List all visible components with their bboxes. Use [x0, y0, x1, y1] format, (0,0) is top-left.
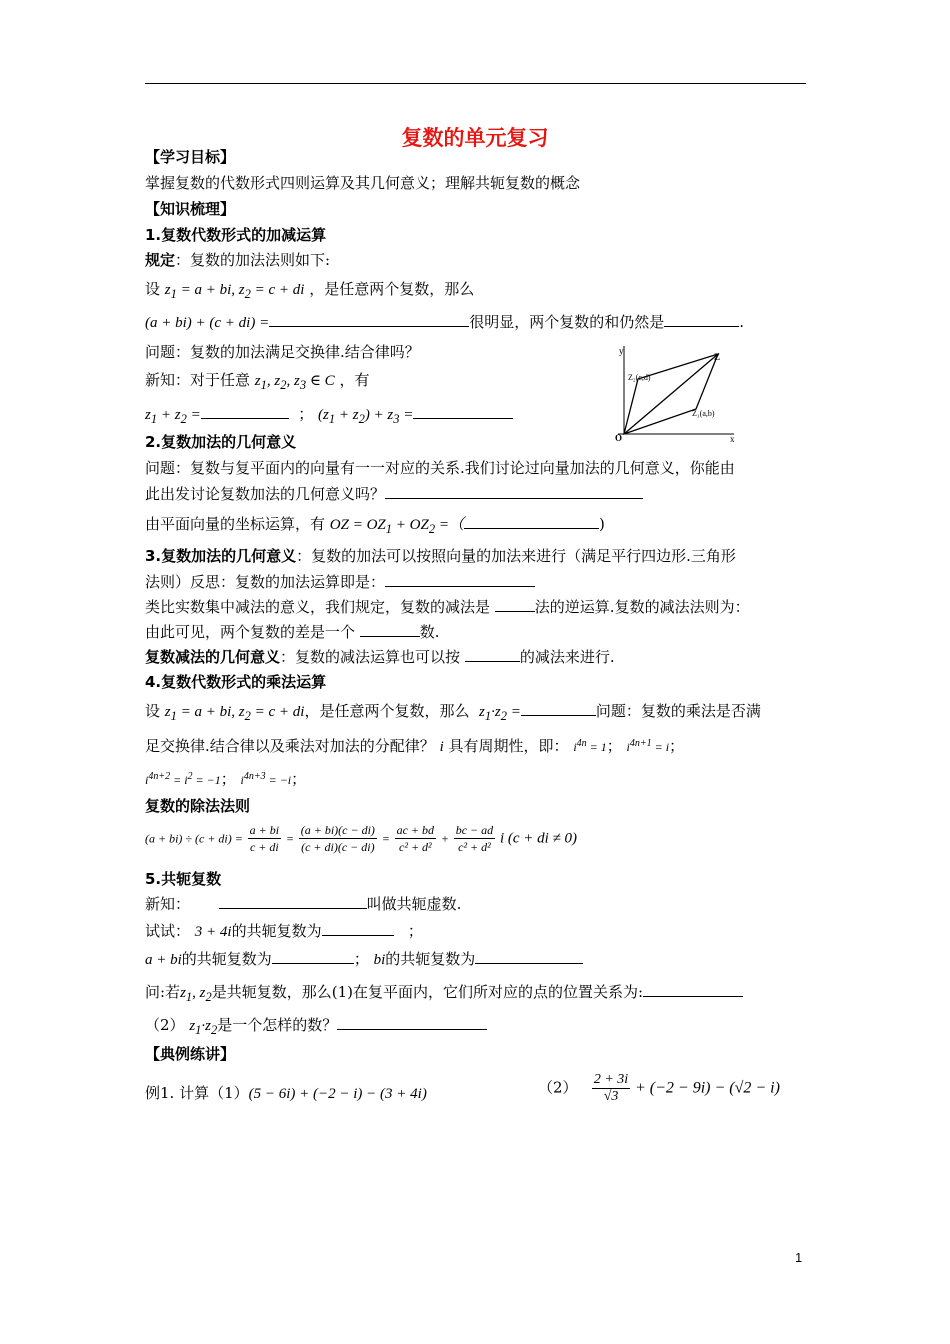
sum-line: (a + bi) + (c + di) = 很明显，两个复数的和仍然是 .	[145, 313, 745, 331]
answer-blank-subtraction-geometry[interactable]	[465, 647, 520, 662]
multiply-line-2: 足交换律.结合律以及乘法对加法的分配律？ i 具有周期性，即： $i^{4n} = 1$； $i^{4n+1} = i$；	[145, 737, 685, 755]
section-goals: 【学习目标】	[145, 148, 236, 166]
rule-line	[145, 250, 330, 270]
diagonal-oz	[624, 352, 721, 434]
new-knowledge-line: 新知：对于任意 $z_1$, $z_2$, $z_3$ ∈ C ，有	[145, 371, 370, 392]
origin-label: O	[615, 433, 623, 443]
conjugate-definition-line: 新知： 叫做共轭虚数.	[145, 895, 462, 913]
formula-z1-z2: $z_1 = a$ + bi, $z_2 = c$ + di	[164, 282, 305, 301]
formula-set: $z_1$, $z_2$, $z_3$ ∈ C	[254, 373, 335, 392]
section-knowledge: 【知识梳理】	[145, 200, 236, 218]
difference-line: 由此可见，两个复数的差是一个 数.	[145, 623, 440, 641]
answer-blank-associative[interactable]	[413, 404, 513, 419]
question-2b: 此出发讨论复数加法的几何意义吗？	[145, 484, 643, 504]
formula-oz: OZ = $OZ_1 + OZ_2$ =（	[329, 517, 464, 536]
answer-blank-inverse-op[interactable]	[495, 597, 535, 612]
answer-blank-coordinates[interactable]	[464, 514, 599, 529]
plane-line: 由平面向量的坐标运算，有 OZ = $OZ_1 + OZ_2$ =（ )	[145, 515, 605, 536]
heading-3-line: 3.复数加法的几何意义：复数的加法可以按照向量的加法来进行（满足平行四边形.三角形	[145, 547, 736, 565]
heading-2: 2.复数加法的几何意义	[145, 433, 297, 451]
answer-blank-conjugate-bi[interactable]	[475, 949, 583, 964]
division-formula: (a + bi) ÷ (c + di) = $\frac{a + bi}{c + di}$ = $\frac{(a + bi)(c - di)}{(c + di)(c - di)}$ = $\frac{ac + bd}{\text{c² + d²}}$ + $\frac{bc - ad}{\text{c² + d²}}$ i (c + di ≠ 0)	[145, 823, 578, 854]
answer-blank-difference[interactable]	[360, 622, 420, 637]
set-line: 设 $z_1 = a$ + bi, $z_2 = c$ + di ，是任意两个复数，那么	[145, 280, 475, 301]
conjugate-of-line: a + bi的共轭复数为 ； bi的共轭复数为	[145, 949, 583, 970]
division-title: 复数的除法法则	[145, 797, 251, 815]
answer-blank-conjugate-definition[interactable]	[219, 894, 367, 909]
multiply-line: 设 $z_1 = a$ + bi, $z_2 = c$ + di，是任意两个复数，那么 $z_1\cdot z_2$ = 问题：复数的乘法是否满	[145, 702, 761, 723]
vector-figure	[606, 342, 741, 444]
y-axis-label: y	[619, 346, 624, 356]
answer-blank-commutative[interactable]	[201, 404, 289, 419]
point-z-label: Z	[714, 352, 721, 362]
ask-line: 问:若$z_1$, $z_2$是共轭复数，那么(1)在复平面内，它们所对应的点的位置关系为:	[145, 982, 743, 1007]
heading-1: 1.复数代数形式的加减运算	[145, 226, 327, 244]
answer-blank-product-type[interactable]	[337, 1015, 487, 1030]
answer-blank-product[interactable]	[521, 701, 596, 716]
point-z2-label: Z₂(c,d)	[628, 373, 651, 382]
answer-blank-try[interactable]	[322, 921, 394, 936]
header-rule	[145, 83, 806, 84]
subtraction-rule-line: 类比实数集中减法的意义，我们规定，复数的减法是 法的逆运算.复数的减法法则为：	[145, 598, 750, 616]
example-1: 例1. 计算（1）(5 − 6i) + (−2 − i) − (3 + 4i)	[145, 1084, 427, 1102]
point-z1-label: Z₁(a,b)	[692, 409, 715, 418]
heading-4: 4.复数代数形式的乘法运算	[145, 673, 327, 691]
page-title: 复数的单元复习	[401, 126, 549, 150]
question-2a: 问题：复数与复平面内的向量有一一对应的关系.我们讨论过向量加法的几何意义，你能由	[145, 459, 735, 477]
heading-3: 3.复数加法的几何意义	[145, 547, 297, 565]
multiply-line-3: $i^{4n+2} = i^2 = -1$； $i^{4n+3} = -i$；	[145, 770, 307, 788]
answer-blank-reflection[interactable]	[385, 572, 535, 587]
ask-line-2: （2） $z_1\cdot z_2$是一个怎样的数？	[145, 1015, 487, 1040]
question-1: 问题：复数的加法满足交换律.结合律吗？	[145, 343, 420, 361]
example-1-part-2: （2） $\frac{2 + 3i}{√3}$ + (−2 − 9i) − (√2 − i)	[538, 1072, 780, 1104]
heading-5: 5.共轭复数	[145, 870, 222, 888]
goals-text: 掌握复数的代数形式四则运算及其几何意义；理解共轭复数的概念	[145, 174, 581, 192]
rule-text: ：复数的加法法则如下:	[175, 251, 331, 269]
answer-blank-sum[interactable]	[269, 312, 469, 327]
reflection-line: 法则）反思：复数的加法运算即是：	[145, 572, 535, 592]
try-line: 试试： 3 + 4i的共轭复数为 ；	[145, 922, 423, 940]
page-number: 1	[795, 1250, 803, 1265]
subtraction-geometry-line: 复数减法的几何意义：复数的减法运算也可以按 的减法来进行.	[145, 648, 615, 666]
answer-blank-sum-type[interactable]	[664, 312, 739, 327]
x-axis-label: x	[730, 434, 735, 444]
section-examples: 【典例练讲】	[145, 1045, 236, 1063]
formula-sum: (a + bi) + (c + di) =	[145, 315, 270, 331]
rule-label: 规定	[145, 251, 176, 269]
answer-blank-position[interactable]	[643, 982, 743, 997]
answer-blank-conjugate-abi[interactable]	[272, 949, 354, 964]
law-line: $z_1 + z_2$ = ； $(z_1 + z_2) + z_3$ =	[145, 404, 513, 429]
answer-blank-geometry[interactable]	[385, 484, 643, 499]
